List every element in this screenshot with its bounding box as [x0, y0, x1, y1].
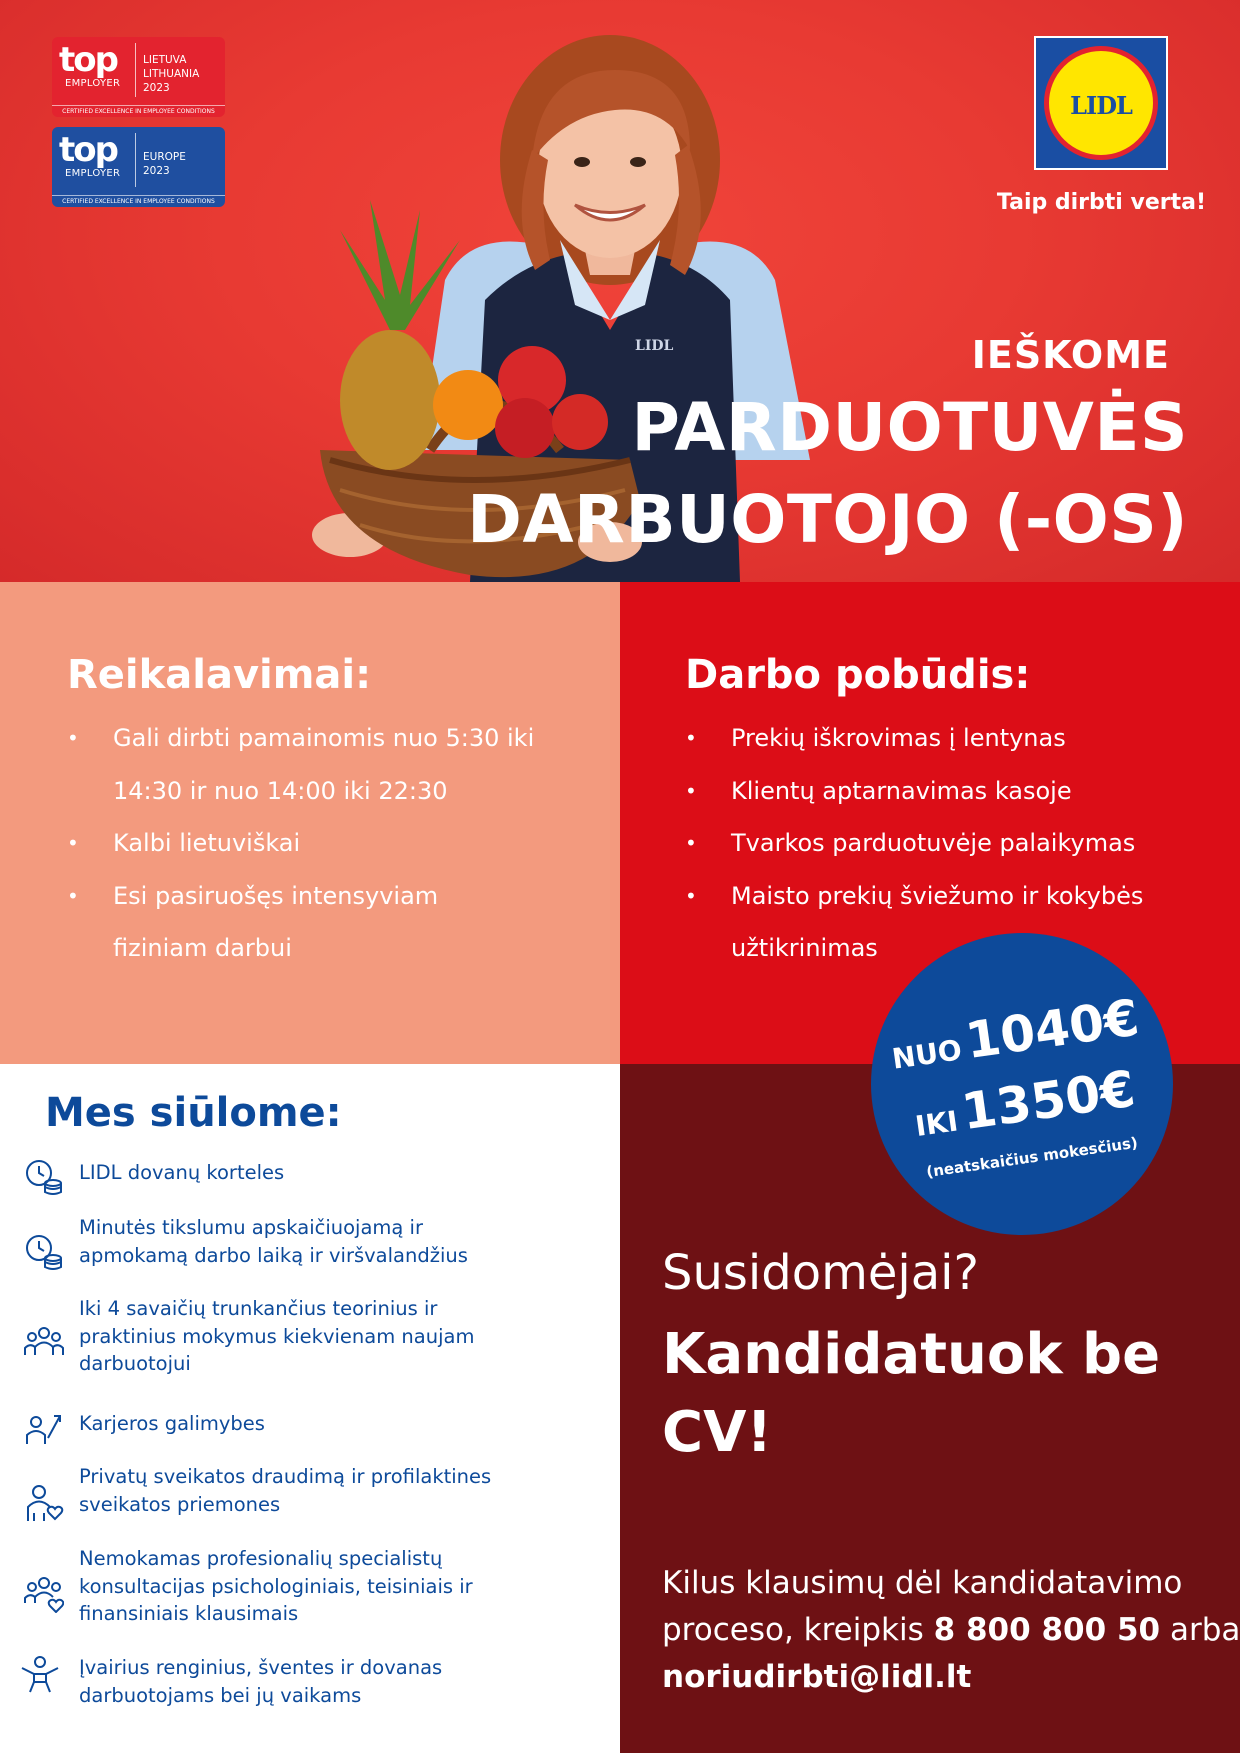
- benefit-text: Įvairius renginius, šventes ir dovanas darbuotojams bei jų vaikams: [79, 1656, 443, 1707]
- salary-badge: [871, 933, 1173, 1235]
- contact-phone-link[interactable]: 8 800 800 50: [933, 1612, 1161, 1648]
- job-duties-heading: Darbo pobūdis:: [685, 652, 1031, 698]
- badge-region-line1: EUROPE: [143, 151, 186, 163]
- badge-divider: [135, 133, 136, 187]
- badge-year: 2023: [143, 165, 170, 177]
- celebration-icon: [20, 1654, 60, 1694]
- career-growth-icon: [24, 1408, 64, 1448]
- list-item: • Esi pasiruošęs intensyviam fiziniam darbui: [67, 870, 587, 975]
- list-item: • Kalbi lietuviškai: [67, 817, 587, 870]
- list-item: • Maisto prekių šviežumo ir kokybės užtikrinimas: [685, 870, 1205, 975]
- badge-label: EMPLOYER: [65, 168, 121, 179]
- salary-to-amount: 1350€: [958, 1059, 1139, 1142]
- badge-certification: CERTIFIED EXCELLENCE IN EMPLOYEE CONDITIONS: [52, 105, 225, 117]
- badge-certification: CERTIFIED EXCELLENCE IN EMPLOYEE CONDITIONS: [52, 195, 225, 207]
- clock-coins-icon: [24, 1157, 64, 1197]
- hero-title: [467, 382, 1188, 566]
- benefit-text: Minutės tikslumu apskaičiuojamą ir apmokamą darbo laiką ir viršvalandžius: [79, 1216, 468, 1267]
- badge-label: EMPLOYER: [65, 78, 121, 89]
- list-item: • Gali dirbti pamainomis nuo 5:30 iki 14:30 ir nuo 14:00 iki 22:30: [67, 712, 587, 817]
- badge-region-line1: LIETUVA: [143, 54, 187, 66]
- contact-line1: Kilus klausimų dėl kandidatavimo: [662, 1565, 1183, 1601]
- benefit-text: Privatų sveikatos draudimą ir profilaktines sveikatos priemones: [79, 1465, 492, 1516]
- top-employer-logo: top: [59, 130, 117, 170]
- apply-contact-info: [662, 1560, 1240, 1701]
- contact-email-link[interactable]: noriudirbti@lidl.lt: [662, 1659, 972, 1695]
- benefit-text: Iki 4 savaičių trunkančius teorinius ir praktinius mokymus kiekvienam naujam darbuotojui: [79, 1297, 475, 1375]
- benefit-text: Nemokamas profesionalių specialistų konsultacijas psichologiniais, teisiniais ir finansiniais klausimais: [79, 1547, 473, 1625]
- badge-divider: [135, 43, 136, 97]
- salary-note: (neatskaičius mokesčius): [925, 1133, 1139, 1182]
- hero-title-line1: PARDUOTUVĖS: [631, 389, 1188, 466]
- apply-call-to-action: Kandidatuok be CV!: [662, 1322, 1161, 1465]
- top-employer-europe-badge: [52, 127, 225, 207]
- lidl-logo-text: LIDL: [1070, 91, 1132, 120]
- person-heart-icon: [24, 1483, 64, 1523]
- apply-question: Susidomėjai?: [662, 1245, 979, 1301]
- hero-banner: [0, 0, 1240, 582]
- contact-line2-suffix: arba: [1160, 1612, 1240, 1648]
- badge-year: 2023: [143, 82, 170, 94]
- job-duties-list: [685, 712, 1205, 975]
- lidl-logo-circle: [1044, 46, 1158, 160]
- list-item: • Prekių iškrovimas į lentynas: [685, 712, 1205, 765]
- salary-content: [861, 985, 1183, 1187]
- salary-to-label: IKI: [913, 1104, 961, 1144]
- contact-line2-prefix: proceso, kreipkis: [662, 1612, 934, 1648]
- badge-region: [143, 53, 199, 95]
- benefit-text: LIDL dovanų korteles: [79, 1161, 285, 1184]
- contact-line2: [662, 1607, 1240, 1654]
- list-item: • Klientų aptarnavimas kasoje: [685, 765, 1205, 818]
- hero-kicker: IEŠKOME: [971, 333, 1170, 377]
- top-employer-logo: top: [59, 40, 117, 80]
- benefits-heading: Mes siūlome:: [45, 1090, 342, 1136]
- lidl-logo: [1034, 36, 1168, 170]
- salary-from-amount: 1040€: [962, 988, 1143, 1071]
- group-heart-icon: [24, 1573, 64, 1613]
- top-employer-lithuania-badge: [52, 37, 225, 117]
- salary-from-label: NUO: [889, 1033, 964, 1076]
- benefit-text: Karjeros galimybes: [79, 1412, 265, 1435]
- clock-coins-icon: [24, 1232, 64, 1272]
- requirements-heading: Reikalavimai:: [67, 652, 372, 698]
- svg-text:LIDL: LIDL: [635, 338, 674, 354]
- contact-line3: [662, 1654, 1240, 1701]
- requirements-list: [67, 712, 587, 975]
- brand-tagline: Taip dirbti verta!: [996, 190, 1206, 215]
- group-icon: [24, 1321, 64, 1361]
- list-item: • Tvarkos parduotuvėje palaikymas: [685, 817, 1205, 870]
- hero-title-line2: DARBUOTOJO (-OS): [467, 481, 1188, 558]
- badge-region: [143, 150, 186, 178]
- badge-region-line2: LITHUANIA: [143, 68, 200, 80]
